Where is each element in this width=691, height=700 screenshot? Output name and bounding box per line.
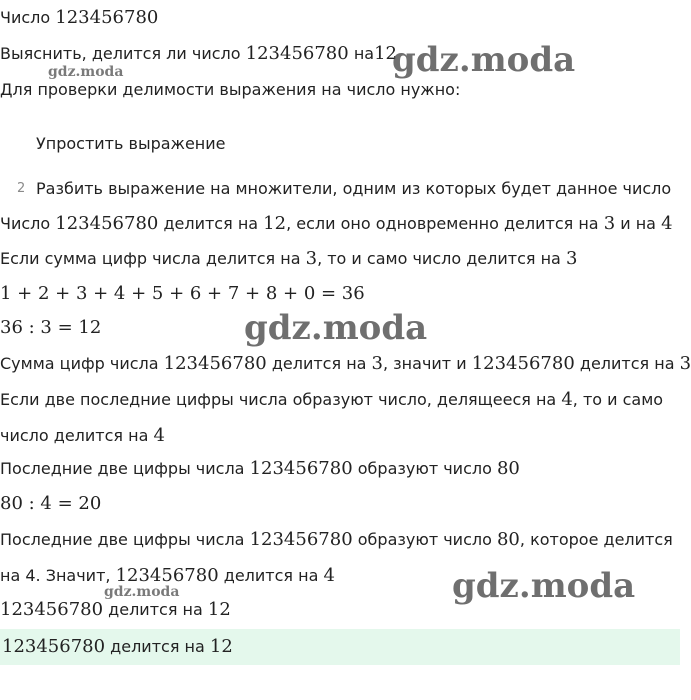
text: образуют число [357,530,492,549]
text: Число [0,214,51,233]
math-number: 12 [209,636,233,657]
math-number: 80 [496,458,520,479]
answer-box [0,629,680,665]
last-two-digits [0,457,520,481]
text: Последние две цифры числа [0,459,245,478]
digit-sum-equation: 1 + 2 + 3 + 4 + 5 + 6 + 7 + 8 + 0 = 36 [0,283,365,304]
list-item: Разбить выражение на множители, одним из которых будет данное число [36,179,672,198]
watermark-logo: gdz.moda [244,308,428,348]
math-number: 3 [371,353,383,374]
math-number: 3 [679,353,691,374]
answer-text [2,635,233,659]
divisibility-rule-12 [0,212,673,236]
watermark-logo: gdz.moda [104,584,180,600]
text: делится на [271,354,367,373]
text: на [353,44,375,63]
math-number: 3 [565,248,578,269]
text: , значит и [383,354,467,373]
text: , если оно одновременно делится на [286,214,599,233]
math-number: 4 [323,565,335,586]
division-equation-1: 36 : 3 = 12 [0,317,102,338]
text: Сумма цифр числа [0,354,159,373]
watermark-logo: gdz.moda [48,64,124,80]
divisibility-rule-4-cont [0,424,165,448]
text: Если две последние цифры числа образуют число, делящееся на [0,390,557,409]
math-number: 123456780 [163,353,267,374]
math-number: 4 [153,425,165,446]
text: , то и само число делится на [317,249,561,268]
math-number: 12 [263,213,287,234]
math-number: 123456780 [0,599,104,620]
text: на 4. Значит, [0,566,111,585]
watermark-logo: gdz.moda [392,40,576,80]
text: Для проверки делимости выражения на число нужно: [0,80,461,99]
division-equation-2: 80 : 4 = 20 [0,493,102,514]
text: и на [620,214,656,233]
math-number: 12 [207,599,231,620]
divisibility-rule-3 [0,247,577,271]
math-number: 123456780 [245,43,349,64]
text: Выяснить, делится ли число [0,44,241,63]
conclusion-4 [0,528,673,552]
text: делится на [110,637,205,656]
math-number: 123456780 [115,565,219,586]
math-number: 123456780 [471,353,575,374]
conclusion-3 [0,352,691,376]
math-number: 123456780 [2,636,106,657]
math-number: 4 [661,213,673,234]
math-number: 123456780 [249,458,353,479]
math-number: 123456780 [55,213,159,234]
math-number: 12 [374,43,397,64]
method-intro [0,78,460,102]
problem-number-line [0,6,158,30]
math-number: 123456780 [55,7,159,28]
text: , то и само [572,390,664,409]
text: , которое делится [519,530,673,549]
math-number: 80 [496,529,520,550]
text: Если сумма цифр числа делится на [0,249,301,268]
math-number: 3 [305,248,318,269]
text: Последние две цифры числа [0,530,245,549]
task-statement [0,42,397,66]
list-item: Упростить выражение [36,134,226,153]
text: образуют число [357,459,492,478]
text: число делится на [0,426,149,445]
watermark-logo: gdz.moda [452,566,636,606]
math-number: 123456780 [249,529,353,550]
text: делится на [579,354,675,373]
math-number: 4 [561,389,573,410]
math-number: 3 [603,213,616,234]
list-item-number: 2 [17,181,26,196]
text: делится на [163,214,259,233]
text: Число [0,8,51,27]
text: делится на [223,566,319,585]
divisibility-rule-4 [0,388,663,412]
text: делится на [108,600,203,619]
final-statement [0,598,231,622]
